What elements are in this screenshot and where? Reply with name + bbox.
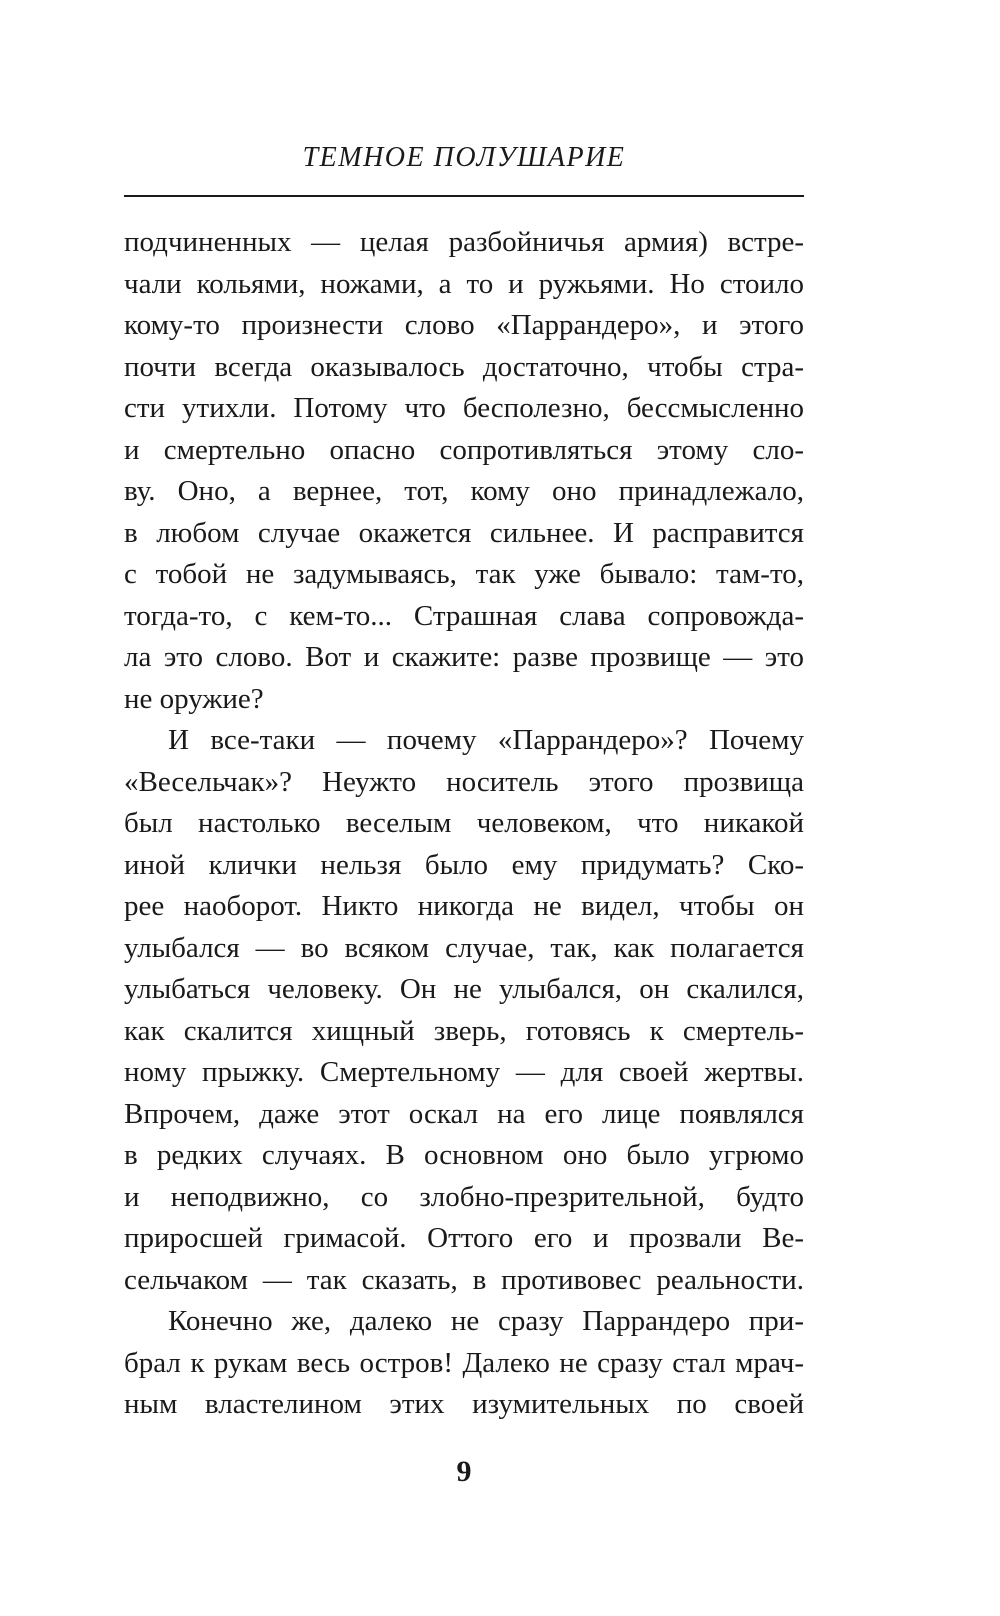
text-line: кому-то произнести слово «Паррандеро», и этого xyxy=(124,309,804,341)
text-line: подчиненных — целая разбойничья армия) встре- xyxy=(124,226,804,258)
text-line: И все-таки — почему «Паррандеро»? Почему xyxy=(168,724,804,756)
header-divider xyxy=(124,195,804,197)
text-line: был настолько веселым человеком, что никакой xyxy=(124,807,804,839)
text-line: не оружие? xyxy=(124,682,264,715)
text-line: брал к рукам весь остров! Далеко не сразу стал мрач- xyxy=(124,1346,804,1379)
text-line: и неподвижно, со злобно-презрительной, будто xyxy=(124,1180,804,1213)
text-line: с тобой не задумываясь, так уже бывало: там-то, xyxy=(124,558,804,590)
text-line: улыбаться человеку. Он не улыбался, он скалился, xyxy=(124,973,804,1005)
body-text xyxy=(124,222,804,1426)
text-line: в редких случаях. В основном оно было угрюмо xyxy=(124,1139,804,1171)
text-line: ву. Оно, а вернее, тот, кому оно принадлежало, xyxy=(124,475,804,507)
text-line: как скалится хищный зверь, готовясь к смертель- xyxy=(124,1014,804,1047)
text-line: рее наоборот. Никто никогда не видел, чтобы он xyxy=(124,890,804,922)
text-line: сти утихли. Потому что бесполезно, бессмысленно xyxy=(124,392,804,424)
text-line: и смертельно опасно сопротивляться этому сло- xyxy=(124,433,804,466)
text-line: ным властелином этих изумительных по своей xyxy=(124,1388,804,1420)
running-title: ТЕМНОЕ ПОЛУШАРИЕ xyxy=(302,142,626,173)
text-line: ному прыжку. Смертельному — для своей жертвы. xyxy=(124,1056,804,1088)
text-line: ла это слово. Вот и скажите: разве прозвище — это xyxy=(124,641,804,673)
text-line: в любом случае окажется сильнее. И расправится xyxy=(124,516,804,549)
text-line: иной клички нельзя было ему придумать? Ско- xyxy=(124,848,804,881)
text-line: почти всегда оказывалось достаточно, чтобы стра- xyxy=(124,350,804,383)
text-line: «Весельчак»? Неужто носитель этого прозвища xyxy=(124,765,804,798)
text-line: Впрочем, даже этот оскал на его лице появлялся xyxy=(124,1097,804,1130)
text-line: улыбался — во всяком случае, так, как полагается xyxy=(124,931,804,964)
page-number: 9 xyxy=(456,1455,472,1488)
text-line: чали кольями, ножами, а то и ружьями. Но стоило xyxy=(124,267,804,300)
text-line: Конечно же, далеко не сразу Паррандеро при- xyxy=(168,1305,804,1337)
text-line: сельчаком — так сказать, в противовес реальности. xyxy=(124,1263,804,1296)
text-line: приросшей гримасой. Оттого его и прозвали Ве- xyxy=(124,1222,804,1254)
text-line: тогда-то, с кем-то... Страшная слава сопровожда- xyxy=(124,599,804,632)
